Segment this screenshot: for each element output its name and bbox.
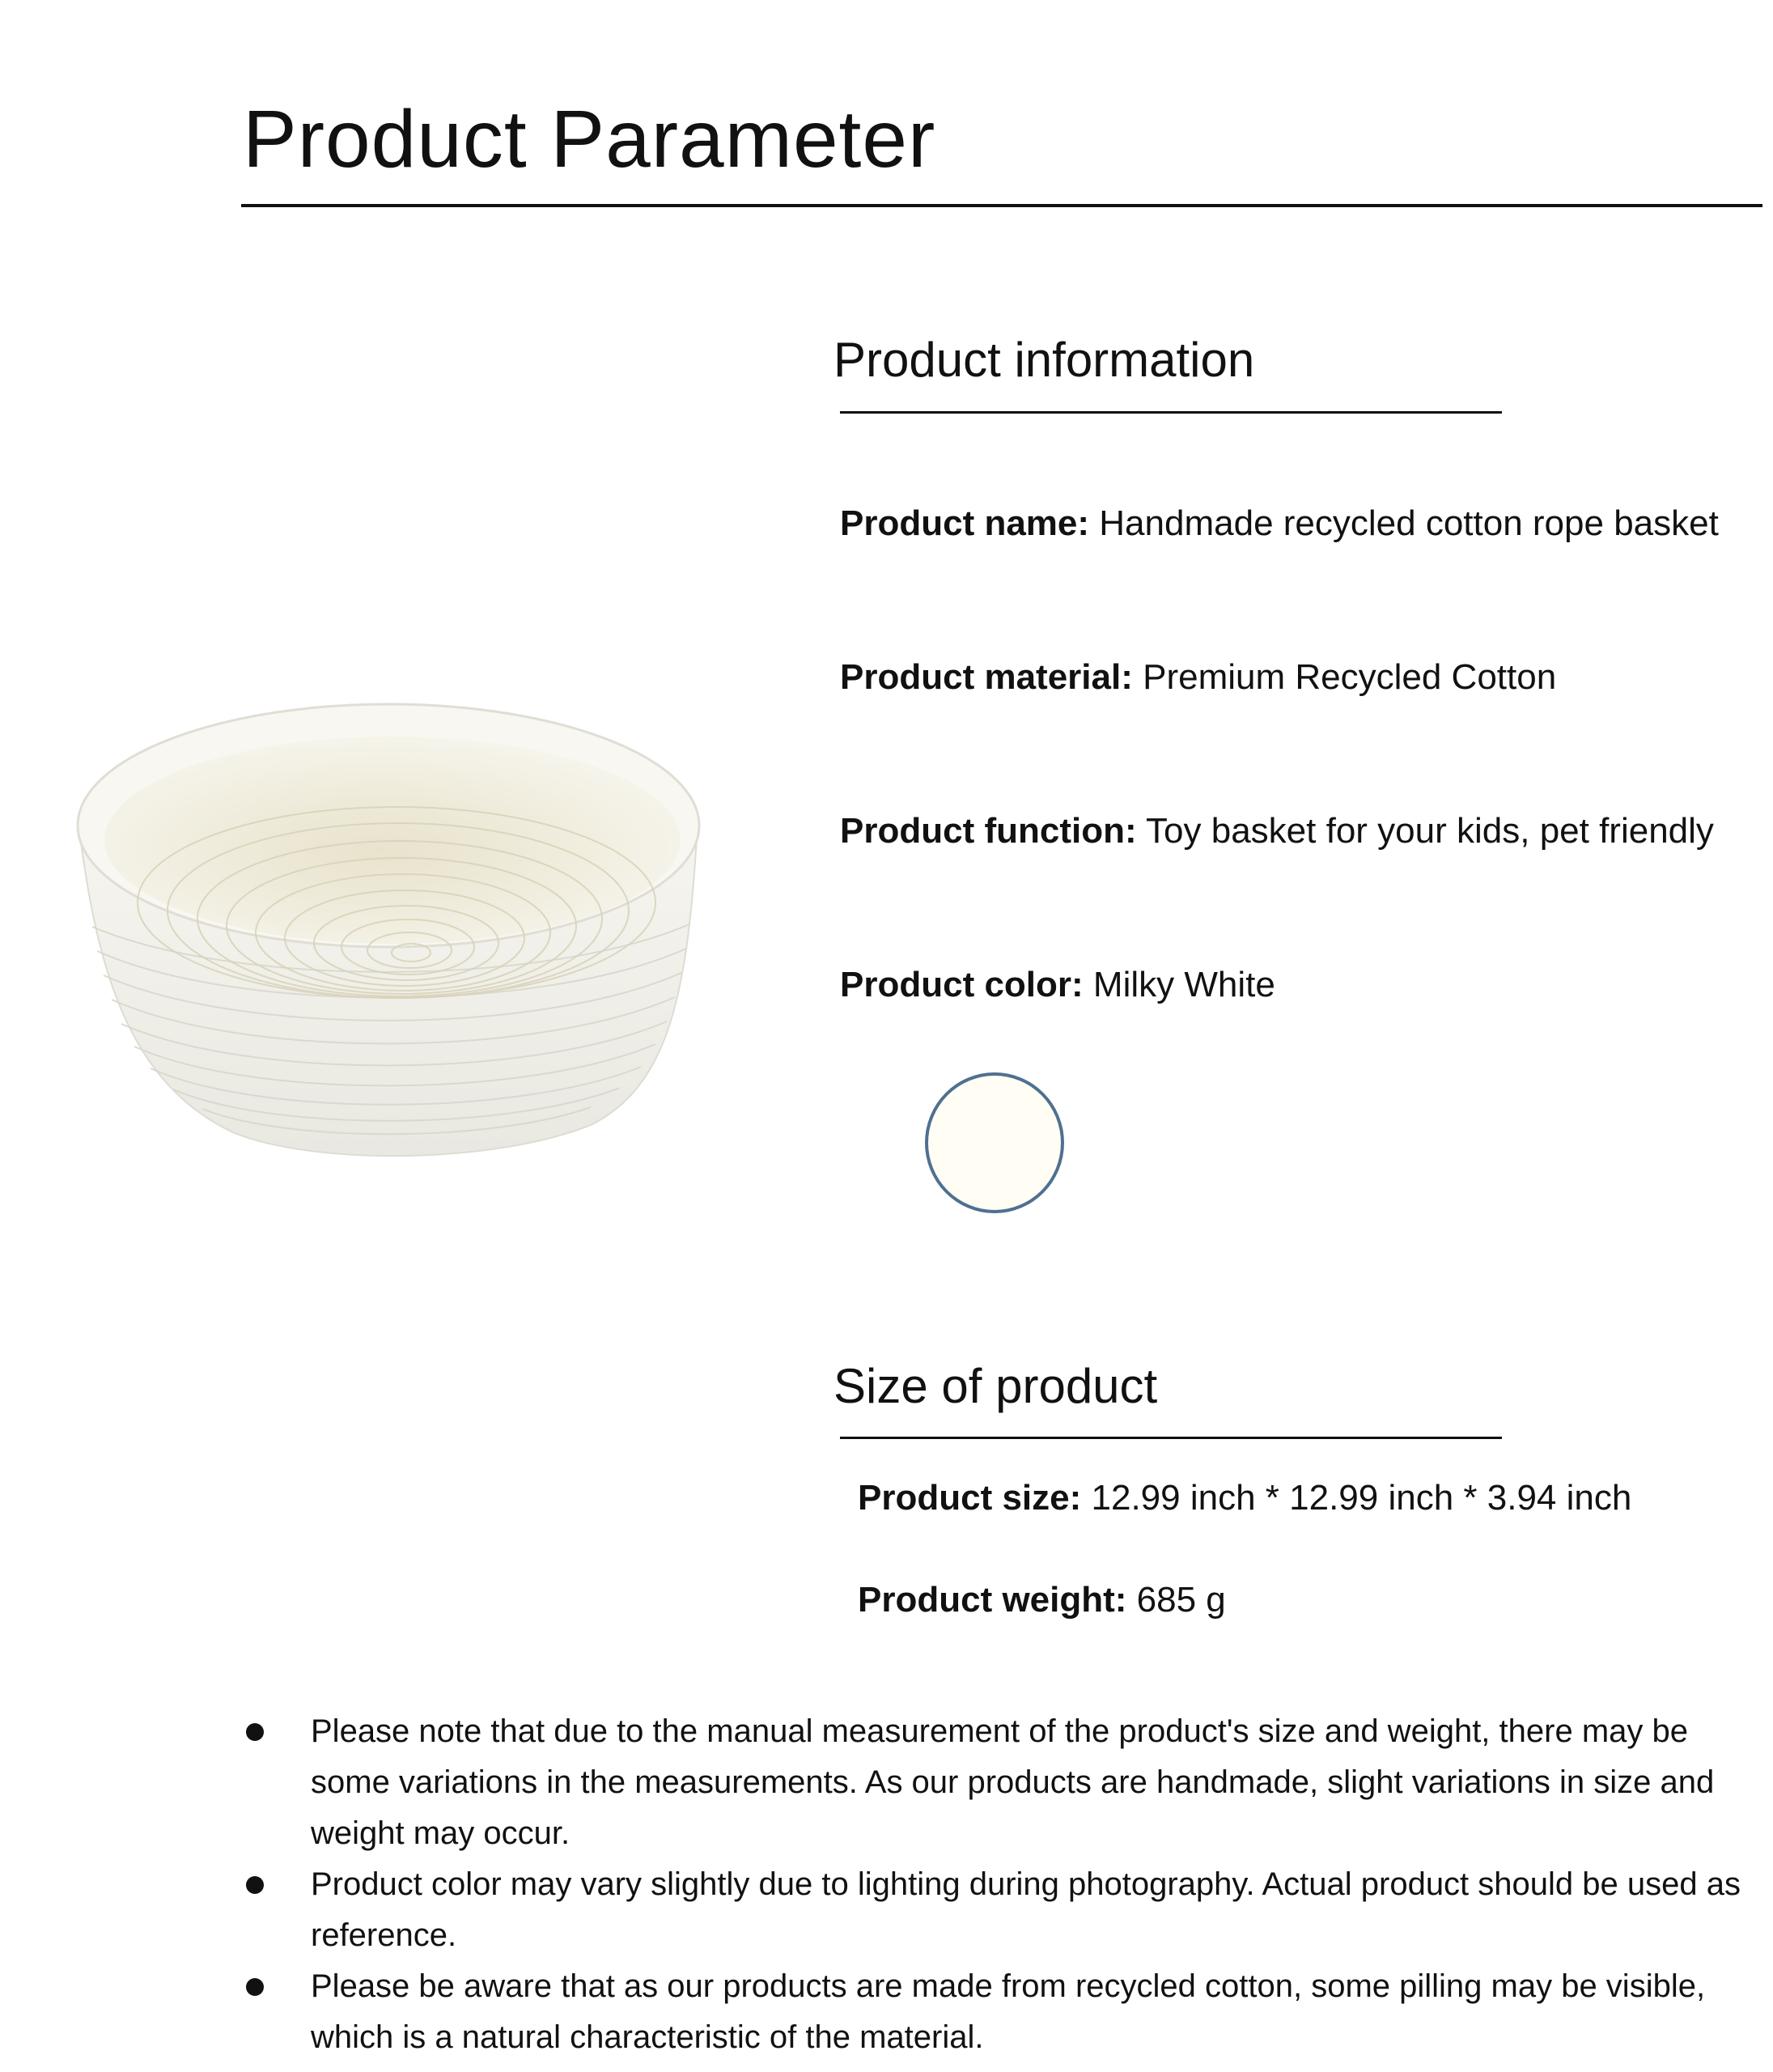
product-name-label: Product name: (840, 503, 1090, 543)
size-of-product-heading: Size of product (833, 1358, 1158, 1413)
product-information-heading: Product information (833, 332, 1255, 387)
product-weight-label: Product weight: (858, 1580, 1127, 1620)
bullet-icon (246, 1723, 264, 1741)
product-weight-row (858, 1580, 1226, 1620)
product-material-value: Premium Recycled Cotton (1143, 657, 1557, 697)
product-name-row (840, 503, 1719, 544)
note-text: Please be aware that as our products are made from recycled cotton, some pilling may be visible, which is a natural characteristic of the material. (311, 1968, 1706, 2055)
title-divider (241, 204, 1762, 207)
product-color-label: Product color: (840, 965, 1084, 1004)
product-size-row (858, 1478, 1631, 1518)
note-item (243, 1859, 1768, 1961)
note-text: Please note that due to the manual measurement of the product's size and weight, there may be some variations in the measurements. As our products are handmade, slight variations in size and weight may occur. (311, 1713, 1715, 1851)
product-size-label: Product size: (858, 1478, 1082, 1518)
product-function-row (840, 811, 1714, 851)
product-color-value: Milky White (1092, 965, 1275, 1004)
page-title: Product Parameter (243, 94, 936, 185)
product-color-row (840, 965, 1275, 1005)
product-information-divider (840, 411, 1502, 414)
product-material-label: Product material: (840, 657, 1133, 697)
note-item (243, 1961, 1768, 2063)
product-image (73, 696, 704, 1174)
bullet-icon (246, 1978, 264, 1996)
product-size-value: 12.99 inch * 12.99 inch * 3.94 inch (1091, 1478, 1632, 1518)
rope-basket-illustration (73, 696, 704, 1174)
product-function-value: Toy basket for your kids, pet friendly (1146, 811, 1714, 851)
size-of-product-divider (840, 1437, 1502, 1439)
color-swatch (925, 1072, 1064, 1213)
product-function-label: Product function: (840, 811, 1137, 851)
bullet-icon (246, 1876, 264, 1894)
note-item (243, 1706, 1768, 1859)
product-weight-value: 685 g (1136, 1580, 1226, 1620)
product-name-value: Handmade recycled cotton rope basket (1099, 503, 1719, 543)
product-material-row (840, 657, 1556, 698)
notes-list (243, 1706, 1768, 2063)
note-text: Product color may vary slightly due to lighting during photography. Actual product should be used as reference. (311, 1866, 1741, 1953)
